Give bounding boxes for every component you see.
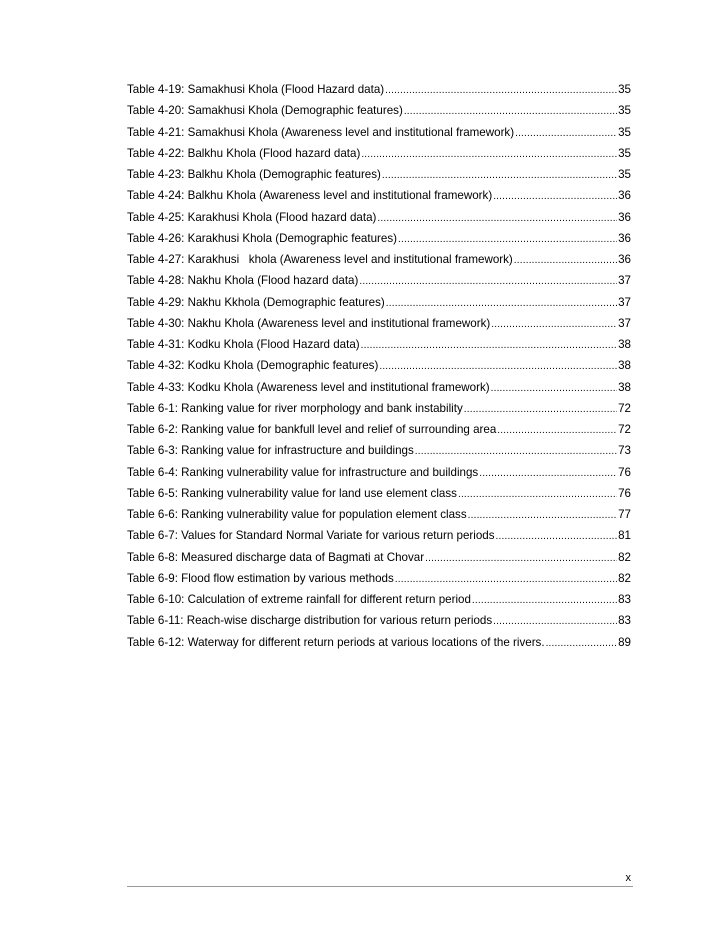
toc-entry-title: Table 6-8: Measured discharge data of Bagmati at Chovar	[127, 550, 425, 564]
toc-dot-leader	[379, 356, 617, 377]
toc-entry-title: Table 4-24: Balkhu Khola (Awareness level and institutional framework)	[127, 189, 493, 203]
toc-dot-leader	[382, 165, 617, 186]
toc-entry-page: 37	[618, 295, 631, 309]
toc-entry-title: Table 4-21: Samakhusi Khola (Awareness level and institutional framework)	[127, 125, 515, 139]
toc-dot-leader	[359, 271, 617, 292]
toc-entry[interactable]	[127, 462, 631, 483]
toc-dot-leader	[386, 293, 617, 314]
toc-entry-title: Table 6-9: Flood flow estimation by various methods	[127, 571, 394, 585]
toc-entry-title: Table 6-11: Reach-wise discharge distribution for various return periods	[127, 614, 493, 628]
toc-dot-leader	[472, 590, 617, 611]
toc-entry[interactable]	[127, 185, 631, 206]
toc-entry-title: Table 6-1: Ranking value for river morphology and bank instability	[127, 401, 463, 415]
toc-entry[interactable]	[127, 313, 631, 334]
toc-entry-page: 72	[618, 423, 631, 436]
toc-entry-page: 82	[618, 550, 631, 564]
toc-entry-page: 83	[618, 593, 631, 606]
toc-dot-leader	[385, 80, 617, 101]
toc-dot-leader	[404, 101, 617, 122]
toc-entry-page: 73	[618, 444, 631, 458]
toc-entry-title: Table 4-30: Nakhu Khola (Awareness level and institutional framework)	[127, 316, 491, 330]
toc-entry-title: Table 4-25: Karakhusi Khola (Flood hazard data)	[127, 210, 377, 224]
toc-dot-leader	[464, 399, 617, 420]
toc-entry-title: Table 4-22: Balkhu Khola (Flood hazard data)	[127, 146, 361, 160]
toc-entry-title: Table 4-27: Karakhusi khola (Awareness level and institutional framework)	[127, 253, 513, 266]
toc-entry-title: Table 4-26: Karakhusi Khola (Demographic features)	[127, 231, 398, 245]
list-of-tables	[127, 79, 631, 653]
toc-entry-title: Table 6-5: Ranking vulnerability value for land use element class	[127, 486, 457, 500]
toc-entry-page: 35	[618, 146, 631, 160]
toc-entry-page: 38	[618, 338, 631, 351]
toc-entry-page: 35	[618, 83, 631, 96]
toc-entry-title: Table 4-31: Kodku Khola (Flood Hazard data)	[127, 338, 360, 351]
toc-entry-page: 35	[618, 125, 631, 139]
toc-dot-leader	[415, 441, 617, 462]
toc-entry[interactable]	[127, 249, 631, 270]
toc-entry[interactable]	[127, 547, 631, 568]
toc-dot-leader	[514, 250, 617, 271]
toc-entry[interactable]	[127, 355, 631, 376]
toc-entry[interactable]	[127, 100, 631, 121]
toc-dot-leader	[479, 463, 617, 484]
toc-entry[interactable]	[127, 164, 631, 185]
toc-entry[interactable]	[127, 228, 631, 249]
toc-entry[interactable]	[127, 525, 631, 546]
toc-entry-page: 77	[618, 508, 631, 521]
toc-entry-title: Table 6-3: Ranking value for infrastructure and buildings	[127, 444, 414, 458]
toc-dot-leader	[515, 123, 617, 144]
toc-entry-page: 81	[618, 529, 631, 543]
toc-entry-page: 38	[618, 380, 631, 394]
toc-entry[interactable]	[127, 419, 631, 440]
toc-entry[interactable]	[127, 568, 631, 589]
toc-entry[interactable]	[127, 270, 631, 291]
toc-entry-title: Table 4-29: Nakhu Kkhola (Demographic features)	[127, 295, 385, 309]
toc-dot-leader	[493, 186, 617, 207]
toc-entry-title: Table 6-7: Values for Standard Normal Variate for various return periods	[127, 529, 495, 543]
toc-dot-leader	[398, 229, 617, 250]
toc-entry[interactable]	[127, 122, 631, 143]
toc-entry[interactable]	[127, 483, 631, 504]
toc-dot-leader	[546, 633, 618, 654]
toc-entry-title: Table 6-12: Waterway for different return periods at various locations of the rivers.	[127, 635, 545, 649]
toc-entry-page: 36	[618, 253, 631, 266]
toc-entry-page: 38	[618, 359, 631, 373]
toc-dot-leader	[496, 526, 618, 547]
toc-entry-title: Table 4-28: Nakhu Khola (Flood hazard data)	[127, 274, 359, 288]
toc-entry-title: Table 6-2: Ranking value for bankfull level and relief of surrounding area	[127, 423, 497, 436]
toc-entry-title: Table 6-6: Ranking vulnerability value for population element class	[127, 508, 467, 521]
toc-entry[interactable]	[127, 207, 631, 228]
toc-entry-page: 37	[618, 274, 631, 288]
toc-entry-page: 36	[618, 231, 631, 245]
toc-dot-leader	[395, 569, 617, 590]
toc-entry-title: Table 4-20: Samakhusi Khola (Demographic features)	[127, 104, 403, 118]
toc-dot-leader	[458, 484, 617, 505]
toc-entry-title: Table 6-4: Ranking vulnerability value for infrastructure and buildings	[127, 465, 479, 479]
toc-dot-leader	[361, 335, 617, 356]
toc-dot-leader	[493, 611, 617, 632]
toc-entry-title: Table 6-10: Calculation of extreme rainfall for different return period	[127, 593, 471, 606]
toc-entry[interactable]	[127, 377, 631, 398]
toc-dot-leader	[425, 548, 617, 569]
toc-entry-title: Table 4-19: Samakhusi Khola (Flood Hazard data)	[127, 83, 385, 96]
toc-entry[interactable]	[127, 504, 631, 525]
toc-entry-title: Table 4-33: Kodku Khola (Awareness level and institutional framework)	[127, 380, 490, 394]
toc-entry[interactable]	[127, 610, 631, 631]
toc-entry[interactable]	[127, 440, 631, 461]
toc-entry-page: 36	[618, 189, 631, 203]
toc-entry-title: Table 4-23: Balkhu Khola (Demographic features)	[127, 168, 381, 181]
toc-entry-page: 83	[618, 614, 631, 628]
toc-entry[interactable]	[127, 143, 631, 164]
toc-dot-leader	[497, 420, 617, 441]
toc-entry[interactable]	[127, 632, 631, 653]
toc-entry[interactable]	[127, 292, 631, 313]
footer-page-number: x	[625, 872, 631, 884]
toc-entry[interactable]	[127, 79, 631, 100]
toc-dot-leader	[491, 314, 617, 335]
toc-entry-title: Table 4-32: Kodku Khola (Demographic features)	[127, 359, 379, 373]
toc-entry[interactable]	[127, 589, 631, 610]
toc-entry-page: 37	[618, 316, 631, 330]
toc-dot-leader	[361, 144, 617, 165]
toc-entry-page: 82	[618, 571, 631, 585]
toc-entry-page: 89	[618, 635, 631, 649]
toc-entry-page: 76	[618, 486, 631, 500]
toc-entry-page: 72	[618, 401, 631, 415]
footer-rule	[127, 886, 633, 887]
toc-dot-leader	[491, 378, 617, 399]
toc-entry[interactable]	[127, 398, 631, 419]
toc-entry-page: 35	[618, 104, 631, 118]
toc-entry-page: 35	[618, 168, 631, 181]
toc-dot-leader	[468, 505, 617, 526]
toc-entry-page: 36	[618, 210, 631, 224]
toc-entry[interactable]	[127, 334, 631, 355]
toc-dot-leader	[377, 208, 617, 229]
toc-entry-page: 76	[618, 465, 631, 479]
